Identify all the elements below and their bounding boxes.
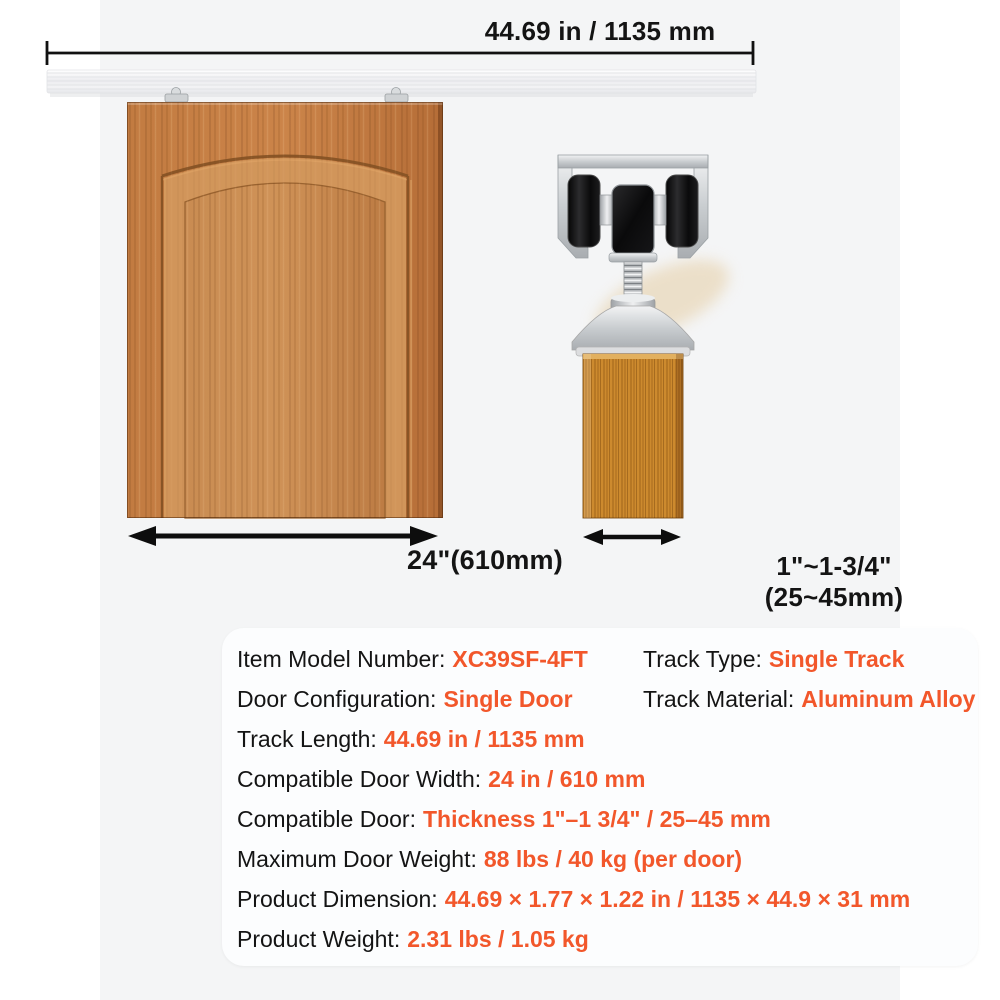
spec-row-compatible-door-thickness [237, 806, 771, 832]
spec-row-track-type [643, 646, 904, 672]
door-width-label: 24"(610mm) [407, 545, 563, 575]
spec-label: Compatible Door Width: [237, 766, 482, 792]
spec-row-item-model-number [237, 646, 588, 672]
spec-row-track-length [237, 726, 585, 752]
door-thickness-label-line1: 1"~1-3/4" [776, 551, 892, 581]
spec-value: Aluminum Alloy [801, 686, 976, 712]
spec-panel [222, 628, 978, 966]
door-thickness-label-line2: (25~45mm) [764, 582, 904, 612]
spec-row-product-dimension [237, 886, 910, 912]
spec-label: Maximum Door Weight: [237, 846, 477, 872]
track-length-label: 44.69 in / 1135 mm [484, 16, 716, 46]
spec-row-maximum-door-weight [237, 846, 742, 872]
spec-label: Compatible Door: [237, 806, 416, 832]
roller-assembly-image [558, 155, 740, 518]
door-image [127, 102, 443, 518]
door-width-arrow [128, 526, 438, 546]
spec-label: Product Dimension: [237, 886, 438, 912]
spec-label: Track Length: [237, 726, 377, 752]
spec-row-door-configuration [237, 686, 573, 712]
spec-row-product-weight [237, 926, 589, 952]
content-area [100, 0, 976, 1000]
spec-value: Single Door [443, 686, 573, 712]
spec-value: 24 in / 610 mm [488, 766, 646, 792]
spec-label: Track Type: [643, 646, 762, 672]
spec-value: 88 lbs / 40 kg (per door) [483, 846, 743, 872]
spec-value: 44.69 in / 1135 mm [383, 726, 585, 752]
spec-row-track-material [643, 686, 975, 712]
spec-value: Thickness 1"–1 3/4" / 25–45 mm [422, 806, 771, 832]
spec-label: Track Material: [643, 686, 795, 712]
spec-row-compatible-door-width [237, 766, 645, 792]
door-thickness-label [746, 551, 922, 613]
spec-value: XC39SF-4FT [452, 646, 588, 672]
spec-value: 2.31 lbs / 1.05 kg [407, 926, 589, 952]
spec-label: Door Configuration: [237, 686, 437, 712]
door-thickness-arrow [583, 529, 681, 545]
spec-value: Single Track [768, 646, 905, 672]
track-rail [47, 70, 756, 97]
spec-value: 44.69 × 1.77 × 1.22 in / 1135 × 44.9 × 31 mm [444, 886, 911, 912]
spec-label: Item Model Number: [237, 646, 446, 672]
spec-label: Product Weight: [237, 926, 401, 952]
